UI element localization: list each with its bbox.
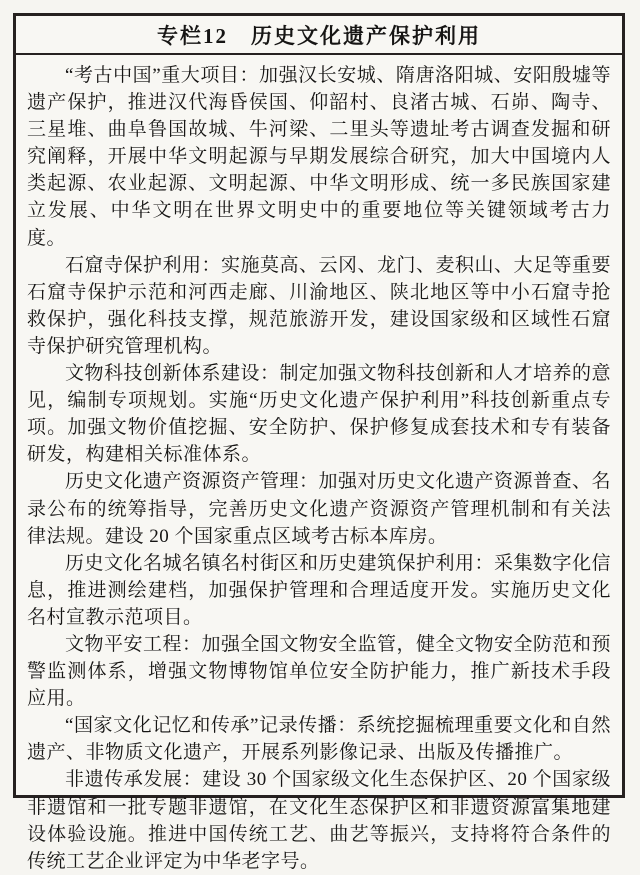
panel-body (16, 55, 622, 875)
paragraph-national-cultural-memory: “国家文化记忆和传承”记录传播：系统挖掘梳理重要文化和自然遗产、非物质文化遗产，开展系列影像记录、出版及传播推广。 (27, 715, 611, 764)
paragraph-historic-towns-buildings: 历史文化名城名镇名村街区和历史建筑保护利用：采集数字化信息，推进测绘建档，加强保护管理和合理适度开发。实施历史文化名村宣教示范项目。 (27, 552, 612, 628)
paragraph-grotto-temples: 石窟寺保护利用：实施莫高、云冈、龙门、麦积山、大足等重要石窟寺保护示范和河西走廊、川渝地区、陕北地区等中小石窟寺抢救保护，强化科技支撑，规范旅游开发，建设国家级和区域性石窟寺保护研究管理机构。 (27, 254, 612, 357)
panel-title: 专栏12 历史文化遗产保护利用 (157, 23, 481, 48)
paragraph-intangible-heritage: 非遗传承发展：建设 30 个国家级文化生态保护区、20 个国家级非遗馆和一批专题非遗馆，在文化生态保护区和非遗资源富集地建设体验设施。推进中国传统工艺、曲艺等振兴，支持将符合条件的传统工艺企业评定为中华老字号。 (27, 769, 611, 872)
panel-title-band (16, 16, 622, 55)
paragraph-heritage-tech-innovation: 文物科技创新体系建设：制定加强文物科技创新和人才培养的意见，编制专项规划。实施“历史文化遗产保护利用”科技创新重点专项。加强文物价值挖掘、安全防护、保护修复成套技术和专有装备研发，构建相关标准体系。 (27, 363, 612, 466)
column-panel (13, 13, 625, 872)
paragraph-resource-asset-management: 历史文化遗产资源资产管理：加强对历史文化遗产资源普查、名录公布的统筹指导，完善历史文化遗产资源资产管理机制和有关法律法规。建设 20 个国家重点区域考古标本库房。 (27, 471, 612, 547)
paragraph-heritage-safety-project: 文物平安工程：加强全国文物安全监管，健全文物安全防范和预警监测体系，增强文物博物馆单位安全防护能力，推广新技术手段应用。 (27, 633, 612, 710)
paragraph-archaeology-china: “考古中国”重大项目：加强汉长安城、隋唐洛阳城、安阳殷墟等遗产保护，推进汉代海昏侯国、仰韶村、良渚古城、石峁、陶寺、三星堆、曲阜鲁国故城、牛河梁、二里头等遗址考古调查发掘和研究阐释，开展中华文明起源与早期发展综合研究，加大中国境内人类起源、农业起源、文明起源、中华文明形成、统一多民族国家建立发展、中华文明在世界文明史中的重要地位等关键领域考古力度。 (27, 65, 611, 249)
